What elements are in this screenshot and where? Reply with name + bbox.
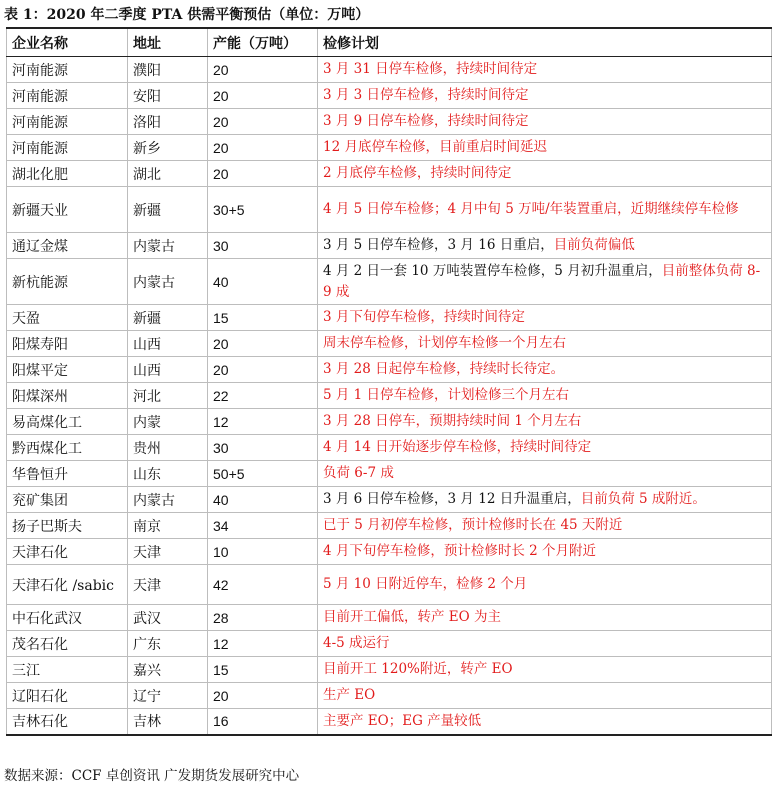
capacity-cell: 15 [208, 305, 318, 331]
capacity-cell: 30 [208, 233, 318, 259]
table-row [7, 461, 772, 487]
location-cell: 安阳 [128, 83, 208, 109]
company-name-cell: 易高煤化工 [7, 409, 128, 435]
maintenance-plan-cell [318, 109, 772, 135]
table-row [7, 305, 772, 331]
location-cell: 新疆 [128, 187, 208, 233]
data-source-note: 数据来源：CCF 卓创资讯 广发期货发展研究中心 [4, 768, 300, 784]
plan-text-segment: 3 月 3 日停车检修，持续时间待定 [323, 87, 529, 103]
capacity-cell: 15 [208, 657, 318, 683]
company-name-cell: 新杭能源 [7, 259, 128, 305]
maintenance-plan-cell [318, 539, 772, 565]
location-cell: 辽宁 [128, 683, 208, 709]
company-name-cell: 河南能源 [7, 109, 128, 135]
location-cell: 贵州 [128, 435, 208, 461]
location-cell: 新疆 [128, 305, 208, 331]
capacity-cell: 30 [208, 435, 318, 461]
location-cell: 武汉 [128, 605, 208, 631]
plan-text-segment: 5 月 1 日停车检修，计划检修三个月左右 [323, 387, 570, 403]
company-name-cell: 通辽金煤 [7, 233, 128, 259]
location-cell: 天津 [128, 539, 208, 565]
capacity-cell: 20 [208, 83, 318, 109]
table-row [7, 605, 772, 631]
plan-text-segment: 4 月 14 日开始逐步停车检修，持续时间待定 [323, 439, 592, 455]
table-row [7, 357, 772, 383]
capacity-cell: 40 [208, 259, 318, 305]
maintenance-plan-cell [318, 487, 772, 513]
company-name-cell: 新疆天业 [7, 187, 128, 233]
location-cell: 天津 [128, 565, 208, 605]
capacity-cell: 22 [208, 383, 318, 409]
plan-text-segment: 目前负荷偏低 [553, 237, 635, 253]
table-row [7, 683, 772, 709]
maintenance-plan-cell [318, 513, 772, 539]
plan-text-segment: 3 月 31 日停车检修，持续时间待定 [323, 61, 538, 77]
plan-text-segment: 5 月 10 日附近停车，检修 2 个月 [323, 576, 528, 592]
plan-text-segment: 周末停车检修，计划停车检修一个月左右 [323, 335, 566, 351]
maintenance-plan-cell [318, 657, 772, 683]
company-name-cell: 湖北化肥 [7, 161, 128, 187]
table-row [7, 657, 772, 683]
plan-text-segment: 4-5 成运行 [323, 635, 390, 651]
location-cell: 新乡 [128, 135, 208, 161]
maintenance-plan-cell [318, 605, 772, 631]
capacity-cell: 12 [208, 409, 318, 435]
company-name-cell: 天盈 [7, 305, 128, 331]
capacity-cell: 20 [208, 57, 318, 83]
maintenance-plan-cell [318, 357, 772, 383]
company-name-cell: 阳煤深州 [7, 383, 128, 409]
company-name-cell: 中石化武汉 [7, 605, 128, 631]
company-name-cell: 阳煤平定 [7, 357, 128, 383]
capacity-cell: 12 [208, 631, 318, 657]
plan-text-segment: 已于 5 月初停车检修，预计检修时长在 45 天附近 [323, 517, 623, 533]
company-name-cell: 茂名石化 [7, 631, 128, 657]
location-cell: 南京 [128, 513, 208, 539]
table-row [7, 161, 772, 187]
company-name-cell: 河南能源 [7, 57, 128, 83]
maintenance-plan-cell [318, 305, 772, 331]
capacity-cell: 10 [208, 539, 318, 565]
company-name-cell: 阳煤寿阳 [7, 331, 128, 357]
header-location: 地址 [128, 28, 208, 57]
table-title: 表 1：2020 年二季度 PTA 供需平衡预估（单位：万吨） [4, 7, 370, 23]
table-row [7, 631, 772, 657]
company-name-cell: 河南能源 [7, 135, 128, 161]
company-name-cell: 华鲁恒升 [7, 461, 128, 487]
table-row [7, 109, 772, 135]
location-cell: 湖北 [128, 161, 208, 187]
plan-text-segment: 4 月 5 日停车检修；4 月中旬 5 万吨/年装置重启，近期继续停车检修 [323, 201, 739, 217]
plan-text-segment: 4 月下旬停车检修，预计检修时长 2 个月附近 [323, 543, 597, 559]
location-cell: 山西 [128, 357, 208, 383]
table-row [7, 435, 772, 461]
table-row [7, 57, 772, 83]
maintenance-plan-cell [318, 161, 772, 187]
capacity-cell: 20 [208, 109, 318, 135]
table-row [7, 409, 772, 435]
plan-text-segment: 3 月 5 日停车检修，3 月 16 日重启， [323, 237, 554, 253]
maintenance-plan-cell [318, 409, 772, 435]
company-name-cell: 河南能源 [7, 83, 128, 109]
plan-text-segment: 生产 EO [323, 687, 376, 703]
maintenance-plan-cell [318, 683, 772, 709]
header-plan: 检修计划 [318, 28, 772, 57]
maintenance-plan-cell [318, 135, 772, 161]
capacity-cell: 20 [208, 683, 318, 709]
maintenance-plan-cell [318, 331, 772, 357]
company-name-cell: 天津石化 /sabic [7, 565, 128, 605]
company-name-cell: 吉林石化 [7, 709, 128, 735]
maintenance-plan-cell [318, 461, 772, 487]
maintenance-plan-cell [318, 187, 772, 233]
maintenance-plan-cell [318, 565, 772, 605]
location-cell: 内蒙古 [128, 487, 208, 513]
location-cell: 山西 [128, 331, 208, 357]
location-cell: 内蒙古 [128, 233, 208, 259]
capacity-cell: 20 [208, 331, 318, 357]
capacity-cell: 40 [208, 487, 318, 513]
maintenance-plan-cell [318, 709, 772, 735]
capacity-cell: 42 [208, 565, 318, 605]
location-cell: 吉林 [128, 709, 208, 735]
capacity-cell: 16 [208, 709, 318, 735]
location-cell: 广东 [128, 631, 208, 657]
plan-text-segment: 目前开工 120%附近，转产 EO [323, 661, 513, 677]
plan-text-segment: 目前整体负荷 8-9 成 [323, 262, 761, 300]
maintenance-plan-cell [318, 233, 772, 259]
capacity-cell: 28 [208, 605, 318, 631]
table-row [7, 565, 772, 605]
location-cell: 内蒙古 [128, 259, 208, 305]
capacity-cell: 20 [208, 161, 318, 187]
company-name-cell: 黔西煤化工 [7, 435, 128, 461]
location-cell: 洛阳 [128, 109, 208, 135]
company-name-cell: 三江 [7, 657, 128, 683]
maintenance-plan-cell [318, 383, 772, 409]
table-header-row [7, 28, 772, 57]
plan-text-segment: 目前开工偏低，转产 EO 为主 [323, 609, 502, 625]
company-name-cell: 天津石化 [7, 539, 128, 565]
table-row [7, 259, 772, 305]
table-row [7, 383, 772, 409]
location-cell: 山东 [128, 461, 208, 487]
header-capacity: 产能（万吨） [208, 28, 318, 57]
plan-text-segment: 主要产 EO；EG 产量较低 [323, 712, 482, 729]
plan-text-segment: 3 月 28 日停车，预期持续时间 1 个月左右 [323, 413, 582, 429]
location-cell: 濮阳 [128, 57, 208, 83]
location-cell: 嘉兴 [128, 657, 208, 683]
table-row [7, 513, 772, 539]
table-row [7, 83, 772, 109]
maintenance-table [6, 27, 772, 736]
maintenance-plan-cell [318, 57, 772, 83]
plan-text-segment: 3 月 9 日停车检修，持续时间待定 [323, 113, 529, 129]
plan-text-segment: 负荷 6-7 成 [323, 465, 394, 481]
maintenance-plan-cell [318, 259, 772, 305]
table-row [7, 331, 772, 357]
capacity-cell: 20 [208, 135, 318, 161]
table-row [7, 539, 772, 565]
table-row [7, 135, 772, 161]
plan-text-segment: 12 月底停车检修，目前重启时间延迟 [323, 139, 547, 155]
capacity-cell: 20 [208, 357, 318, 383]
table-body [7, 57, 772, 735]
capacity-cell: 34 [208, 513, 318, 539]
company-name-cell: 扬子巴斯夫 [7, 513, 128, 539]
company-name-cell: 辽阳石化 [7, 683, 128, 709]
capacity-cell: 50+5 [208, 461, 318, 487]
plan-text-segment: 3 月 28 日起停车检修，持续时长待定。 [323, 361, 565, 377]
maintenance-plan-cell [318, 83, 772, 109]
capacity-cell: 30+5 [208, 187, 318, 233]
maintenance-plan-cell [318, 435, 772, 461]
table-row [7, 487, 772, 513]
plan-text-segment: 4 月 2 日一套 10 万吨装置停车检修，5 月初升温重启， [323, 262, 662, 279]
header-company: 企业名称 [7, 28, 128, 57]
location-cell: 内蒙 [128, 409, 208, 435]
plan-text-segment: 3 月 6 日停车检修，3 月 12 日升温重启， [323, 491, 581, 507]
plan-text-segment: 目前负荷 5 成附近。 [580, 491, 706, 507]
plan-text-segment: 2 月底停车检修，持续时间待定 [323, 165, 512, 181]
company-name-cell: 兖矿集团 [7, 487, 128, 513]
table-row [7, 233, 772, 259]
table-row [7, 709, 772, 735]
plan-text-segment: 3 月下旬停车检修，持续时间待定 [323, 309, 525, 325]
table-row [7, 187, 772, 233]
location-cell: 河北 [128, 383, 208, 409]
maintenance-plan-cell [318, 631, 772, 657]
